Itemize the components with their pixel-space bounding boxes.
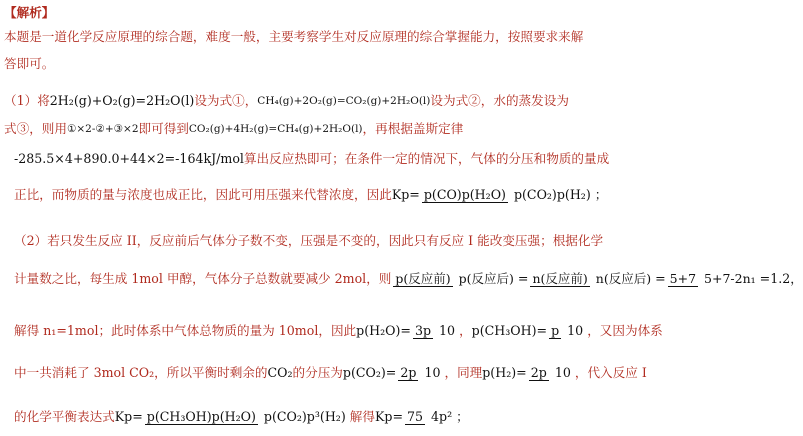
part2-text: ，代入反应 I xyxy=(574,365,647,380)
kp-numerator: p(CO)p(H₂O) xyxy=(423,187,506,202)
part1-line-1 xyxy=(4,92,640,110)
co2-pressure-fraction xyxy=(398,364,442,382)
part2-text: ，同理 xyxy=(444,365,483,380)
part2-line-2 xyxy=(14,270,803,288)
punctuation: ； xyxy=(456,409,469,424)
pressure-ratio-fraction xyxy=(393,270,516,288)
fraction-numerator: p(CH₃OH)p(H₂O) xyxy=(146,409,256,424)
part2-text: 计量数之比，每生成 1mol 甲醇，气体分子总数就要减少 2mol，则 xyxy=(14,271,392,286)
part1-text: 设为式②，水的蒸发设为 xyxy=(430,93,569,108)
methanol-pressure-fraction xyxy=(549,322,585,340)
mole-ratio-fraction xyxy=(530,270,653,288)
punctuation: ； xyxy=(594,187,608,202)
part2-line-3 xyxy=(14,322,663,340)
fraction-denominator: 10 xyxy=(554,365,571,380)
kp-denominator: p(CO₂)p(H₂) xyxy=(513,187,591,202)
intro-line-1 xyxy=(4,28,640,46)
fraction-numerator: 2p xyxy=(400,365,417,380)
part2-text: 的分压为 xyxy=(292,365,343,380)
part2-text: 解得 xyxy=(349,409,375,424)
methanol-pressure-label: p(CH₃OH)= xyxy=(471,323,548,338)
part2-text: 的化学平衡表达式 xyxy=(14,409,115,424)
intro-text-2: 答即可。 xyxy=(4,56,55,71)
fraction-numerator: p xyxy=(551,323,560,338)
kp-result-fraction xyxy=(405,408,454,426)
combination-expression: ①×2-②+③×2 xyxy=(66,123,139,135)
part1-text: ，再根据盖斯定律 xyxy=(362,121,464,136)
fraction-denominator: 10 xyxy=(424,365,441,380)
kp-expression-fraction xyxy=(145,408,348,426)
intro-line-2 xyxy=(4,55,640,73)
fraction-numerator: 75 xyxy=(407,409,424,424)
part1-text: （1）将 xyxy=(4,93,50,108)
part2-text: 中一共消耗了 3mol CO₂，所以平衡时剩余的 xyxy=(14,365,268,380)
fraction-numerator: 2p xyxy=(530,365,547,380)
part2-text: ， xyxy=(459,323,472,338)
equation-target: CO₂(g)+4H₂(g)=CH₄(g)+2H₂O(l) xyxy=(188,123,363,135)
part1-line-3 xyxy=(14,150,650,168)
part1-line-2 xyxy=(4,120,640,138)
fraction-denominator: 5+7-2n₁ xyxy=(704,271,756,286)
h2-pressure-label: p(H₂)= xyxy=(482,365,527,380)
part2-line-4 xyxy=(14,364,650,382)
kp-label: Kp= xyxy=(391,187,420,202)
part1-line-4 xyxy=(14,186,650,204)
co2-formula: CO₂ xyxy=(267,365,293,380)
equation-ch4-combustion: CH₄(g)+2O₂(g)=CO₂(g)+2H₂O(l) xyxy=(257,95,431,107)
part2-line-1 xyxy=(14,232,650,250)
equation-h2-o2: 2H₂(g)+O₂(g)=2H₂O(l) xyxy=(49,93,195,108)
part1-text: 式③，则用 xyxy=(4,121,67,136)
hess-calculation: -285.5×4+890.0+44×2=-164kJ/mol xyxy=(14,151,244,166)
kp-label: Kp= xyxy=(374,409,403,424)
fraction-denominator: 10 xyxy=(567,323,584,338)
fraction-denominator: p(反应后) xyxy=(458,271,514,286)
kp-fraction xyxy=(422,186,593,204)
header-text: 【解析】 xyxy=(4,5,55,20)
fraction-numerator: n(反应前) xyxy=(532,271,588,286)
h2-pressure-fraction xyxy=(529,364,573,382)
part2-text: 解得 n₁=1mol；此时体系中气体总物质的量为 10mol，因此 xyxy=(14,323,357,338)
water-pressure-label: p(H₂O)= xyxy=(356,323,411,338)
fraction-denominator: 10 xyxy=(439,323,456,338)
part1-text: 算出反应热即可；在条件一定的情况下，气体的分压和物质的量成 xyxy=(243,151,610,166)
part2-text: （2）若只发生反应 II，反应前后气体分子数不变，压强是不变的，因此只有反应 I 能改变压强；根据化学 xyxy=(14,233,604,248)
co2-pressure-label: p(CO₂)= xyxy=(342,365,397,380)
equals-sign: = xyxy=(655,271,666,286)
part2-text: ，又因为体系 xyxy=(587,323,663,338)
equals-sign: = xyxy=(517,271,529,286)
part2-line-5 xyxy=(14,408,650,426)
fraction-numerator: p(反应前) xyxy=(395,271,451,286)
part1-text: 即可得到 xyxy=(138,121,189,136)
fraction-denominator: n(反应后) xyxy=(595,271,652,286)
part1-text: 设为式①， xyxy=(194,93,258,108)
fraction-denominator: 4p² xyxy=(431,409,453,424)
water-pressure-fraction xyxy=(413,322,457,340)
fraction-numerator: 5+7 xyxy=(669,271,697,286)
part1-text: 正比，而物质的量与浓度也成正比，因此可用压强来代替浓度，因此 xyxy=(14,187,392,202)
numeric-ratio-fraction xyxy=(668,270,758,288)
kp-label: Kp= xyxy=(114,409,143,424)
fraction-denominator: p(CO₂)p³(H₂) xyxy=(263,409,346,424)
fraction-numerator: 3p xyxy=(414,323,432,338)
section-header xyxy=(4,4,640,22)
intro-text-1: 本题是一道化学反应原理的综合题，难度一般，主要考察学生对反应原理的综合掌握能力，按照要求来解 xyxy=(4,29,584,44)
ratio-result: =1.2， xyxy=(759,271,803,286)
